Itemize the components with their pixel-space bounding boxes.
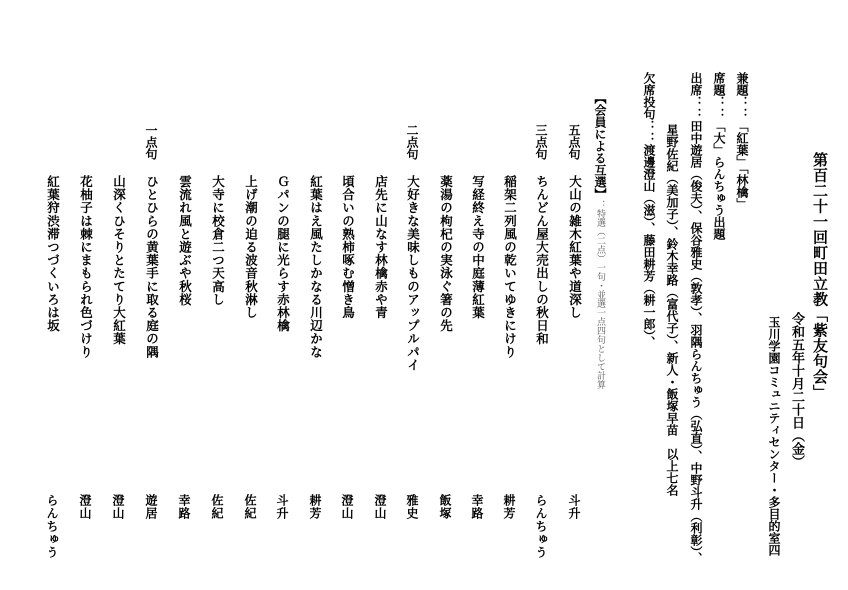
haiku-author: 雅史: [405, 494, 419, 520]
scoring-note: ：特選（二点）一句・並選一点四句として計算: [595, 200, 605, 389]
haiku-author: らんちゅう: [45, 494, 59, 559]
mutual-selection-header: [592, 92, 608, 389]
haiku-text: 店先に山なす林檎赤や青: [373, 175, 389, 320]
haiku-author: 澄山: [340, 494, 354, 520]
rank-label: 五点句: [567, 124, 581, 160]
haiku-author: 幸路: [470, 494, 484, 520]
haiku-text: 稲架二列風の乾いてゆきにけり: [502, 175, 518, 359]
haiku-author: 耕芳: [502, 494, 516, 520]
rank-label: 一点句: [144, 124, 158, 160]
haiku-text: 写経終え寺の中庭薄紅葉: [470, 175, 486, 320]
mutual-selection-heading: 【会員による互選】: [593, 92, 607, 200]
haiku-text: 上げ潮の迫る波音秋淋し: [243, 175, 259, 320]
haiku-text: 紅葉はえ風たしかなる川辺かな: [308, 175, 324, 359]
haiku-text: 頃合いの熟柿啄む憎き鳥: [340, 175, 356, 320]
haiku-author: 斗升: [567, 494, 581, 520]
sekidai-line: 席題：：「大」らんちゅう出題: [712, 72, 726, 240]
haiku-author: 澄山: [373, 494, 387, 520]
haiku-author: 佐紀: [243, 494, 257, 520]
attendees-line-1: 出席：：田中遊居（俊夫）、保谷雅史（敦孝）、羽隅らんちゅう（弘直）、中野斗升（利彰）、: [689, 72, 703, 564]
haiku-text: 紅葉狩渋滞つづくいろは坂: [45, 175, 61, 333]
haiku-text: 山深くひそりとたてり大紅葉: [111, 175, 127, 346]
haiku-text: Ｇパンの腿に光らす赤林檎: [275, 175, 291, 333]
page-title: 第百二十一回町田立教「紫友句会」: [811, 152, 829, 400]
haiku-author: 澄山: [78, 494, 92, 520]
rank-label: 三点句: [534, 124, 548, 160]
haiku-text: 花柚子は棘にまもられ色づけり: [78, 175, 94, 359]
haiku-text: 大寺に校倉二つ天高し: [210, 175, 226, 306]
meeting-venue: 玉川学園コミュニティセンター・多目的室四: [767, 316, 781, 556]
haiku-text: 大好きな美味しものアップルパイ: [405, 175, 421, 372]
rank-label: 二点句: [405, 124, 419, 160]
haiku-author: 遊居: [144, 494, 158, 520]
kendai-line: 兼題：：「紅葉」「林檎」: [735, 72, 749, 210]
haiku-author: 飯塚: [438, 494, 452, 520]
haiku-author: らんちゅう: [534, 494, 548, 559]
haiku-author: 耕芳: [308, 494, 322, 520]
attendees-line-2: 星野佐紀（美加子）、鈴木幸路（富代子）、新人・飯塚早苗 以上七名: [665, 124, 679, 496]
haiku-text: ちんどん屋大売出しの秋日和: [534, 175, 550, 346]
haiku-author: 佐紀: [210, 494, 224, 520]
haiku-author: 澄山: [111, 494, 125, 520]
haiku-text: 大山の雑木紅葉や道深し: [567, 175, 583, 320]
haiku-text: ひとひらの黄葉手に取る庭の隅: [144, 175, 160, 359]
haiku-text: 薬湯の枸杞の実泳ぐ箸の先: [438, 175, 454, 333]
haiku-text: 雲流れ風と遊ぶや秋桜: [177, 175, 193, 306]
haiku-author: 斗升: [275, 494, 289, 520]
meeting-date: 令和五年十月二十日（金）: [789, 312, 804, 468]
absent-submissions-line: 欠席投句：：渡邊澄山（滋）、藤田耕芳（耕一郎）、: [642, 72, 656, 348]
haiku-author: 幸路: [177, 494, 191, 520]
